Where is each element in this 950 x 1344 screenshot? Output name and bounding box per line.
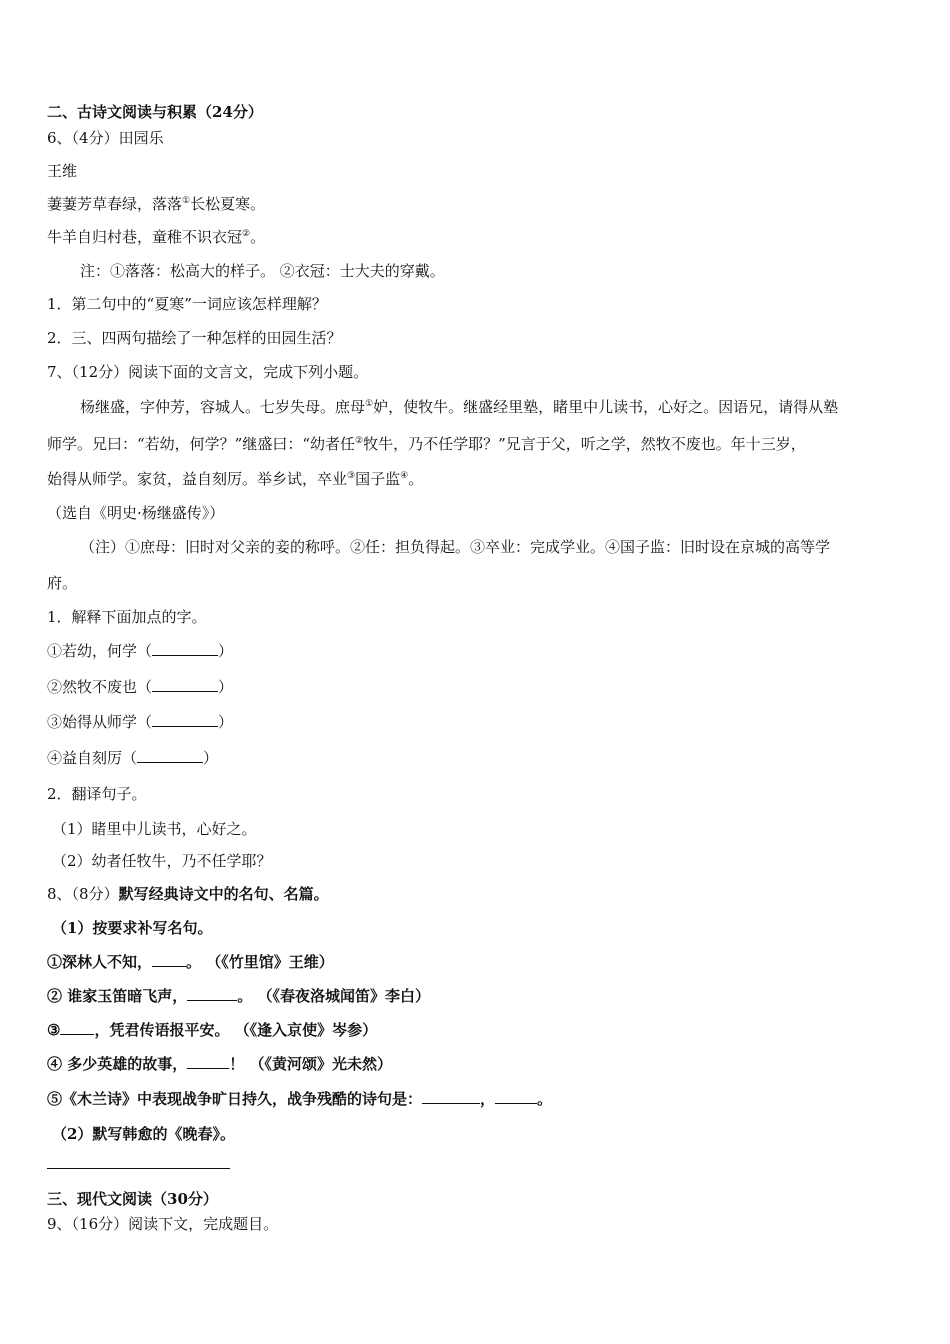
q7-passage-line-2 [47,434,806,454]
q8-header [47,884,329,904]
q8-line-2 [47,986,430,1006]
q7-item-4 [47,748,218,768]
answer-blank[interactable] [187,986,237,1001]
q7-passage-line-1 [80,397,838,417]
answer-blank[interactable] [137,748,203,763]
q6-note-mark-1: ① [182,196,191,206]
q6-header: 6、（4分）田园乐 [47,129,164,147]
q6-poem-line-2 [47,227,265,247]
answer-blank[interactable] [152,952,186,967]
q8-line-3-b: ，凭君传语报平安。 （《逢入京使》岑参） [94,1021,378,1039]
q7-passage-1a: 杨继盛，字仲芳，容城人。七岁失母。庶母 [80,398,366,416]
q6-author: 王维 [47,162,78,180]
q8-line-1-a: ①深林人不知， [47,953,153,971]
q8-line-4-b: ！ （《黄河颂》光未然） [229,1055,392,1073]
q6-note-mark-2: ② [242,229,251,239]
close-paren: ） [203,749,219,767]
answer-blank[interactable] [187,1054,229,1069]
q8-line-2-a: ② 谁家玉笛暗飞声， [47,987,188,1005]
q8-line-5-a: ⑤《木兰诗》中表现战争旷日持久，战争残酷的诗句是： [47,1090,423,1108]
q8-line-3 [47,1020,377,1040]
q7-item-2-text: ②然牧不废也（ [47,678,153,696]
q7-sup-1: ① [365,399,374,409]
q8-header-num: 8、（8分） [47,885,119,903]
answer-blank[interactable] [152,712,218,727]
q8-part-2: （2）默写韩愈的《晚春》。 [52,1125,235,1143]
close-paren: ） [218,713,234,731]
q7-sup-3: ③ [347,471,356,481]
q7-passage-3b: 国子监 [355,470,401,488]
q6-poem-line-1-a: 萋萋芳草春绿，落落 [47,195,183,213]
q8-line-5-c: 。 [537,1090,553,1108]
q7-sup-2: ② [355,436,364,446]
q8-line-5-b: ， [480,1090,496,1108]
answer-line[interactable] [47,1168,230,1169]
q7-passage-3c: 。 [408,470,424,488]
q8-part-1: （1）按要求补写名句。 [52,919,213,937]
q7-item-3 [47,712,233,732]
q7-header: 7、（12分）阅读下面的文言文，完成下列小题。 [47,363,369,381]
q7-translate-2: （2）幼者任牧牛，乃不任学耶？ [52,852,272,870]
q6-poem-line-2-a: 牛羊自归村巷，童稚不识衣冠 [47,228,243,246]
q6-poem-line-2-b: 。 [250,228,266,246]
q8-line-3-a: ③ [47,1021,61,1039]
q7-passage-line-3 [47,469,423,489]
q6-sub-question-1: 1．第二句中的“夏寒”一词应该怎样理解？ [47,295,327,313]
q7-passage-2b: 牧牛，乃不任学耶？”兄言于父，听之学，然牧不废也。年十三岁， [363,435,806,453]
section2-heading: 二、古诗文阅读与积累（24分） [47,103,263,121]
answer-blank[interactable] [495,1089,537,1104]
q7-item-4-text: ④益自刻厉（ [47,749,138,767]
q6-poem-line-1 [47,194,265,214]
q7-source: （选自《明史·杨继盛传》） [47,504,225,522]
q8-line-4-a: ④ 多少英雄的故事， [47,1055,188,1073]
q7-item-1-text: ①若幼，何学（ [47,642,153,660]
q7-sub-question-1: 1．解释下面加点的字。 [47,608,207,626]
q7-sup-4: ④ [400,471,409,481]
q7-passage-1b: 妒，使牧牛。继盛经里塾，睹里中儿读书，心好之。因语兄，请得从塾 [373,398,839,416]
q8-header-text: 默写经典诗文中的名句、名篇。 [118,885,329,903]
q6-note: 注：①落落：松高大的样子。 ②衣冠：士大夫的穿戴。 [80,262,445,280]
answer-blank[interactable] [422,1089,480,1104]
answer-blank[interactable] [152,677,218,692]
q7-note-line-2: 府。 [47,574,78,592]
q7-item-2 [47,677,233,697]
q8-line-5 [47,1089,552,1109]
close-paren: ） [218,678,234,696]
q8-line-1 [47,952,334,972]
q7-passage-2a: 师学。兄曰：“若幼，何学？”继盛曰：“幼者任 [47,435,356,453]
q6-poem-line-1-b: 长松夏寒。 [190,195,266,213]
q7-note-line-1: （注）①庶母：旧时对父亲的妾的称呼。②任：担负得起。③卒业：完成学业。④国子监：旧时设在京城的高等学 [80,538,831,556]
q7-translate-1: （1）睹里中儿读书，心好之。 [52,820,257,838]
q8-line-2-b: 。 （《春夜洛城闻笛》李白） [237,987,430,1005]
q7-passage-3a: 始得从师学。家贫，益自刻厉。举乡试，卒业 [47,470,348,488]
q8-line-1-b: 。 （《竹里馆》王维） [186,953,334,971]
section3-heading: 三、现代文阅读（30分） [47,1190,218,1208]
answer-blank[interactable] [60,1020,94,1035]
q7-sub-question-2: 2．翻译句子。 [47,785,147,803]
answer-blank[interactable] [152,641,218,656]
q7-item-3-text: ③始得从师学（ [47,713,153,731]
close-paren: ） [218,642,234,660]
q7-item-1 [47,641,233,661]
q9-header: 9、（16分）阅读下文，完成题目。 [47,1215,279,1233]
q6-sub-question-2: 2．三、四两句描绘了一种怎样的田园生活？ [47,329,342,347]
q8-line-4 [47,1054,392,1074]
